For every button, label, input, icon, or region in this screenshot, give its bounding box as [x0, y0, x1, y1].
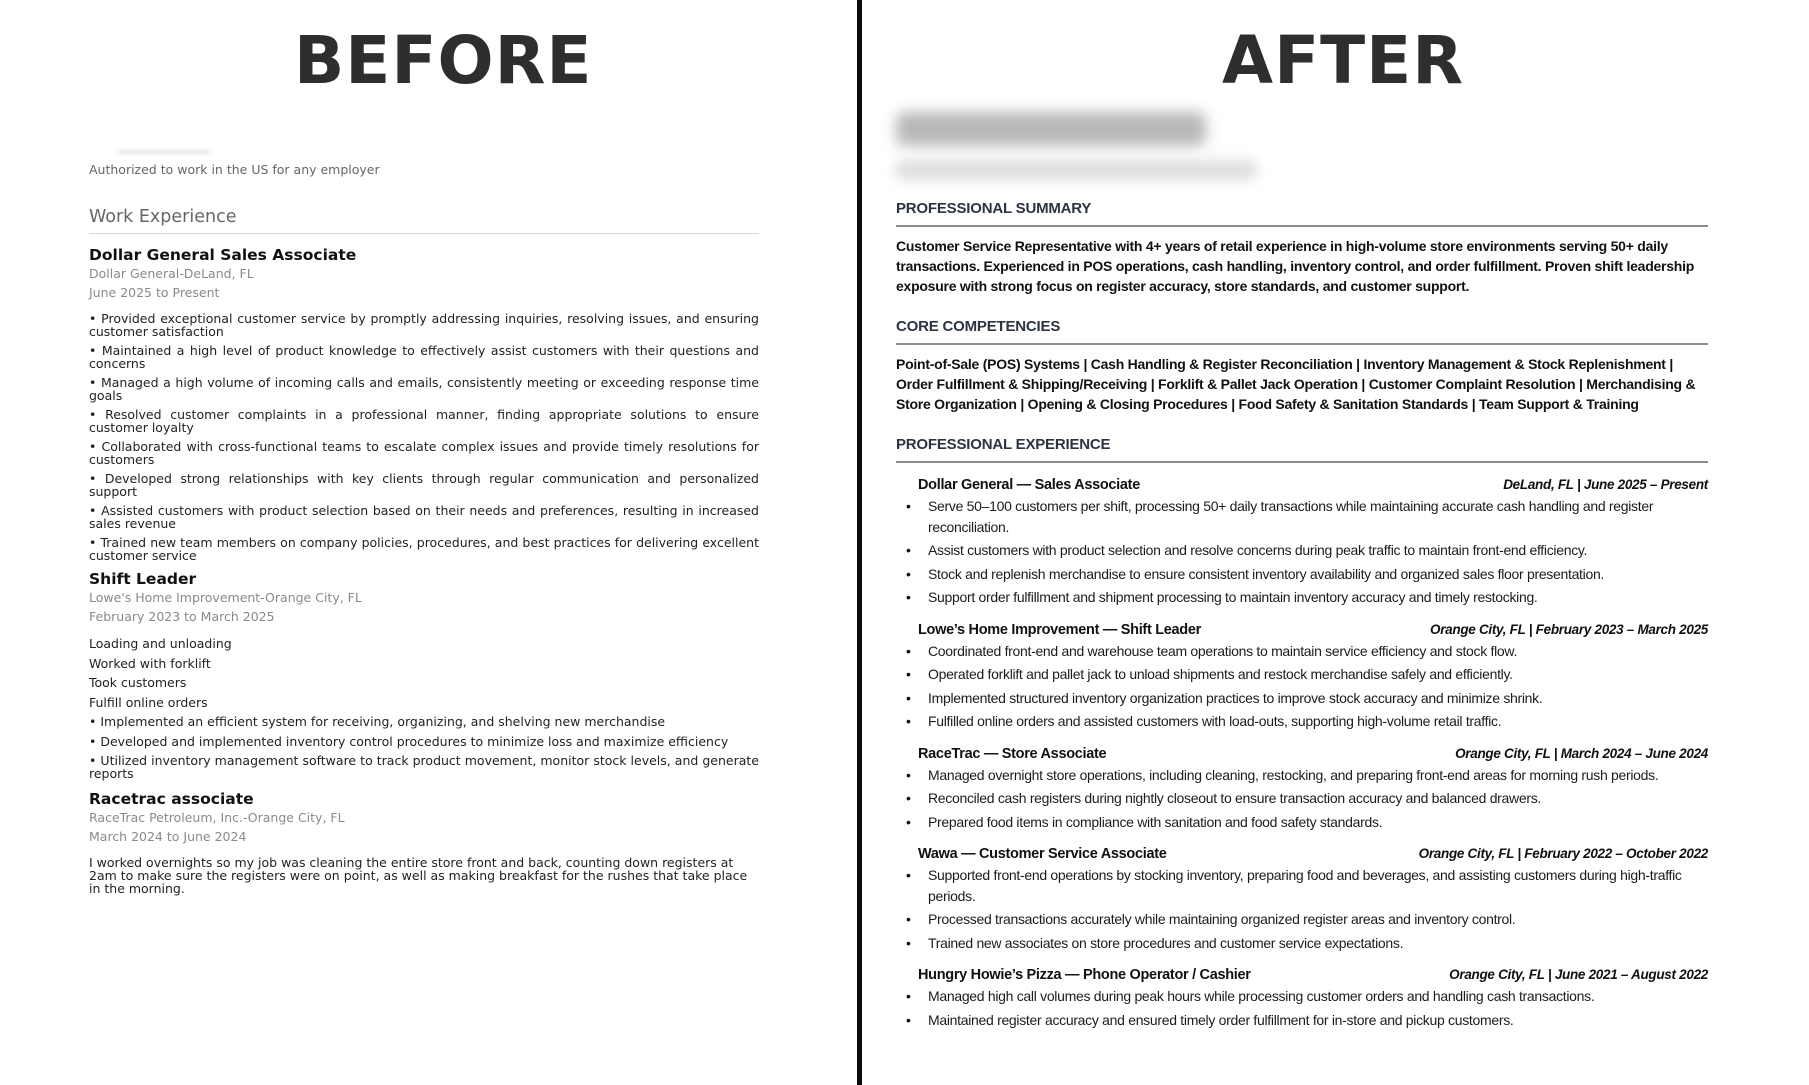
job-bullet: • Implemented structured inventory organization practices to improve stock accuracy and minimize shrink. — [918, 688, 1708, 709]
job-dates: June 2025 to Present — [89, 285, 220, 300]
job-duty: Fulfill online orders — [89, 694, 208, 710]
before-job-2 — [89, 570, 759, 780]
job-bullet: • Operated forklift and pallet jack to unload shipments and restock merchandise safely and efficiently. — [918, 664, 1708, 685]
job-bullet: • Fulfilled online orders and assisted customers with load-outs, supporting high-volume retail traffic. — [918, 711, 1708, 732]
job-bullet: • Developed strong relationships with key clients through regular communication and personalized support — [89, 471, 759, 499]
after-job-5 — [918, 967, 1708, 1030]
redacted-contact-info — [896, 160, 1256, 180]
job-bullet: • Utilized inventory management software to track product movement, monitor stock levels, and generate reports — [89, 753, 759, 781]
job-bullet: • Managed high call volumes during peak hours while processing customer orders and handling cash transactions. — [918, 986, 1708, 1007]
summary-text: Customer Service Representative with 4+ years of retail experience in high-volume store environments serving 50+ daily transactions. Experienced in POS operations, cash handling, inventory control, and order fulfillment. Proven shift leadership exposure with strong focus on register accuracy, store standards, and customer support. — [896, 238, 1695, 294]
job-location-dates: DeLand, FL | June 2025 – Present — [1503, 477, 1708, 492]
job-bullet: • Trained new associates on store procedures and customer service expectations. — [918, 933, 1708, 954]
job-title: Shift Leader — [89, 570, 197, 588]
job-company-location: Dollar General-DeLand, FL — [89, 266, 254, 281]
job-dates: March 2024 to June 2024 — [89, 829, 247, 844]
job-bullet: • Coordinated front-end and warehouse team operations to maintain service efficiency and stock flow. — [918, 641, 1708, 662]
job-description: I worked overnights so my job was cleaning the entire store front and back, counting down registers at 2am to make sure the registers were on point, as well as making breakfast for the rushes that take place in the morning. — [89, 855, 748, 896]
job-location-dates: Orange City, FL | June 2021 – August 2022 — [1449, 967, 1708, 982]
job-bullet: • Serve 50–100 customers per shift, processing 50+ daily transactions while maintaining accurate cash handling and register reconciliation. — [918, 496, 1708, 537]
after-resume — [896, 112, 1708, 1030]
job-bullet: • Support order fulfillment and shipment processing to maintain inventory accuracy and timely restocking. — [918, 587, 1708, 608]
job-bullet: • Managed a high volume of incoming calls and emails, consistently meeting or exceeding response time goals — [89, 375, 759, 403]
competencies-text: Point-of-Sale (POS) Systems | Cash Handling & Register Reconciliation | Inventory Management & Stock Replenishment | Order Fulfillment & Shipping/Receiving | Forklift & Pallet Jack Operation | Customer Complaint Resolution | Merchandising & Store Organization | Opening & Closing Procedures | Food Safety & Sanitation Standards | Team Support & Training — [896, 356, 1696, 412]
job-bullet: • Collaborated with cross-functional teams to escalate complex issues and provide timely resolutions for customers — [89, 439, 759, 467]
job-heading: Hungry Howie’s Pizza — Phone Operator / Cashier — [918, 967, 1251, 983]
after-label: AFTER — [1222, 22, 1465, 99]
job-bullet: • Assist customers with product selection and resolve concerns during peak traffic to maintain front-end efficiency. — [918, 540, 1708, 561]
work-authorization: Authorized to work in the US for any employer — [89, 162, 380, 177]
job-bullet: • Developed and implemented inventory control procedures to minimize loss and maximize efficiency — [89, 733, 729, 749]
job-heading: Lowe’s Home Improvement — Shift Leader — [918, 621, 1201, 638]
job-heading: RaceTrac — Store Associate — [918, 745, 1107, 762]
job-duty: Worked with forklift — [89, 655, 211, 671]
job-duty: Took customers — [89, 675, 187, 690]
section-title-experience: PROFESSIONAL EXPERIENCE — [896, 436, 1708, 463]
job-bullet: • Trained new team members on company policies, procedures, and best practices for delivering excellent customer service — [89, 535, 759, 563]
after-job-3 — [918, 746, 1708, 833]
job-title: Dollar General Sales Associate — [89, 246, 357, 264]
job-bullet: • Reconciled cash registers during nightly closeout to ensure transaction accuracy and balanced drawers. — [918, 788, 1708, 809]
after-job-2 — [918, 622, 1708, 732]
job-bullet: • Resolved customer complaints in a professional manner, finding appropriate solutions to ensure customer loyalty — [89, 407, 759, 435]
job-bullet: • Maintained a high level of product knowledge to effectively assist customers with their questions and concerns — [89, 343, 759, 371]
job-location-dates: Orange City, FL | February 2022 – October 2022 — [1418, 846, 1708, 861]
before-job-3 — [89, 790, 759, 895]
redacted-name — [896, 112, 1206, 146]
job-bullet: • Assisted customers with product selection based on their needs and preferences, resulting in increased sales revenue — [89, 503, 759, 531]
before-label: BEFORE — [294, 22, 593, 99]
job-duty: Loading and unloading — [89, 636, 232, 651]
job-heading: Wawa — Customer Service Associate — [918, 846, 1167, 862]
job-bullet: • Maintained register accuracy and ensured timely order fulfillment for in-store and pickup customers. — [918, 1010, 1708, 1031]
redacted-name — [119, 150, 209, 154]
job-heading: Dollar General — Sales Associate — [918, 477, 1140, 493]
job-location-dates: Orange City, FL | March 2024 – June 2024 — [1455, 745, 1708, 761]
job-company-location: RaceTrac Petroleum, Inc.-Orange City, FL — [89, 810, 345, 825]
job-bullet: • Implemented an efficient system for receiving, organizing, and shelving new merchandise — [89, 714, 666, 729]
job-bullet: • Processed transactions accurately while maintaining organized register areas and inventory control. — [918, 909, 1708, 930]
job-bullet: • Provided exceptional customer service by promptly addressing inquiries, resolving issues, and ensuring customer satisfaction — [89, 311, 759, 339]
job-company-location: Lowe's Home Improvement-Orange City, FL — [89, 590, 362, 605]
job-bullet: • Stock and replenish merchandise to ensure consistent inventory availability and organized sales floor presentation. — [918, 564, 1708, 585]
job-bullet: • Prepared food items in compliance with sanitation and food safety standards. — [918, 812, 1708, 833]
job-bullet: • Supported front-end operations by stocking inventory, preparing food and beverages, and assisting customers during high-traffic periods. — [918, 865, 1708, 906]
job-title: Racetrac associate — [89, 790, 254, 808]
job-location-dates: Orange City, FL | February 2023 – March 2025 — [1430, 621, 1708, 637]
section-title-work-experience: Work Experience — [89, 207, 759, 234]
section-title-summary: PROFESSIONAL SUMMARY — [896, 200, 1708, 227]
before-resume — [89, 140, 759, 895]
job-dates: February 2023 to March 2025 — [89, 609, 275, 624]
after-job-4 — [918, 846, 1708, 953]
job-bullet: • Managed overnight store operations, including cleaning, restocking, and preparing front-end areas for morning rush periods. — [918, 765, 1708, 786]
before-job-1 — [89, 246, 759, 562]
panel-divider — [857, 0, 862, 1085]
after-job-1 — [918, 477, 1708, 608]
section-title-competencies: CORE COMPETENCIES — [896, 318, 1708, 345]
